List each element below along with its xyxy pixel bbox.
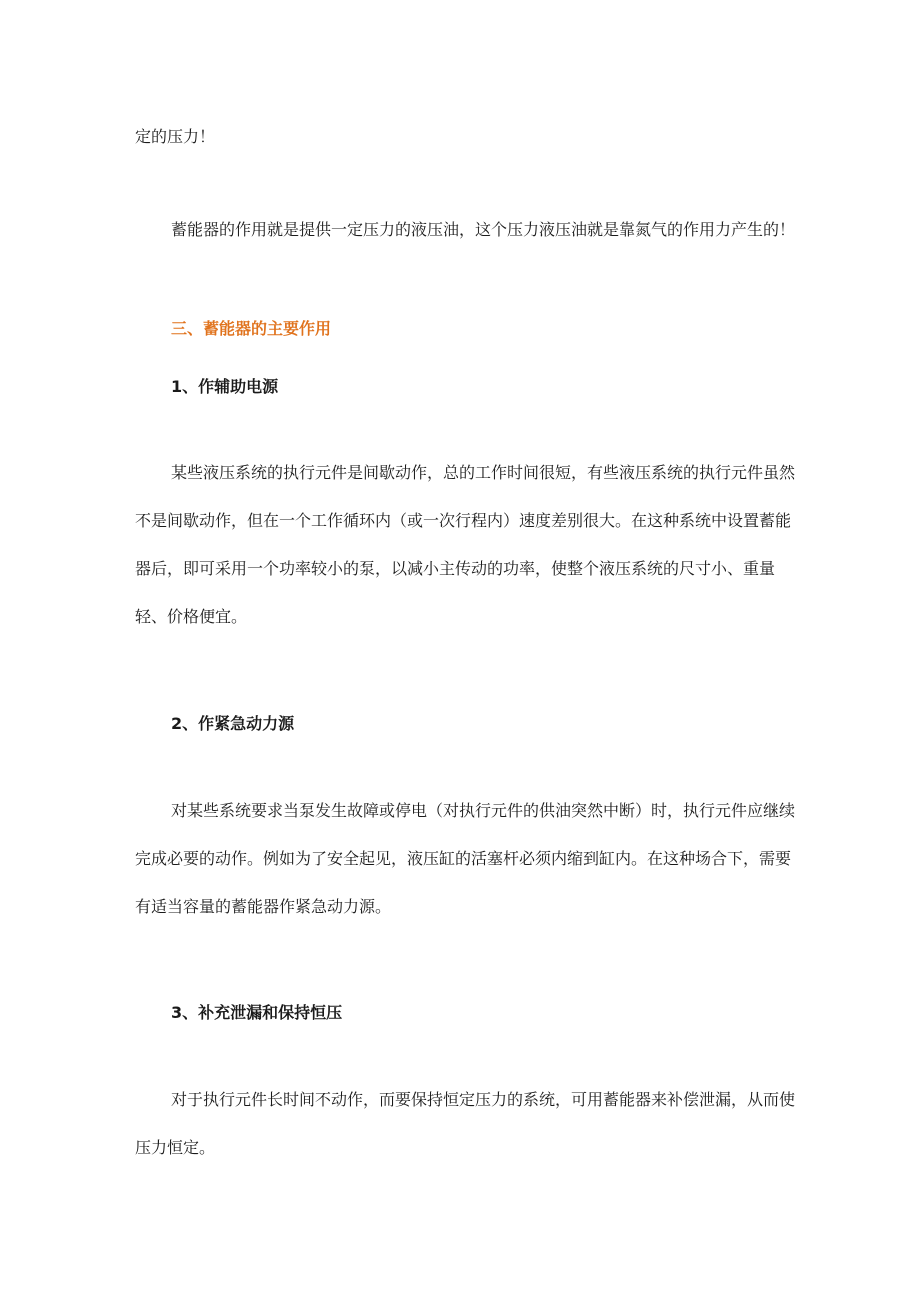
subheading-leak-compensation: 3、补充泄漏和保持恒压 [171, 1003, 343, 1022]
section-heading-main-functions: 三、蓄能器的主要作用 [171, 319, 332, 338]
accumulator-role-paragraph: 蓄能器的作用就是提供一定压力的液压油，这个压力液压油就是靠氮气的作用力产生的！ [171, 220, 796, 239]
emergency-power-paragraph: 对某些系统要求当泵发生故障或停电（对执行元件的供油突然中断）时，执行元件应继续完成必要的动作。例如为了安全起见，液压缸的活塞杆必须内缩到缸内。在这种场合下，需要有适当容量的蓄能器作紧急动力源。 [135, 801, 796, 916]
subheading-auxiliary-power: 1、作辅助电源 [171, 377, 279, 396]
auxiliary-power-paragraph: 某些液压系统的执行元件是间歇动作，总的工作时间很短，有些液压系统的执行元件虽然不是间歇动作，但在一个工作循环内（或一次行程内）速度差别很大。在这种系统中设置蓄能器后，即可采用一个功率较小的泵，以减小主传动的功率，使整个液压系统的尺寸小、重量轻、价格便宜。 [135, 463, 796, 626]
leak-compensation-paragraph: 对于执行元件长时间不动作，而要保持恒定压力的系统，可用蓄能器来补偿泄漏，从而使压力恒定。 [135, 1090, 796, 1157]
subheading-emergency-power: 2、作紧急动力源 [171, 714, 295, 733]
intro-tail-paragraph: 定的压力！ [135, 127, 216, 146]
